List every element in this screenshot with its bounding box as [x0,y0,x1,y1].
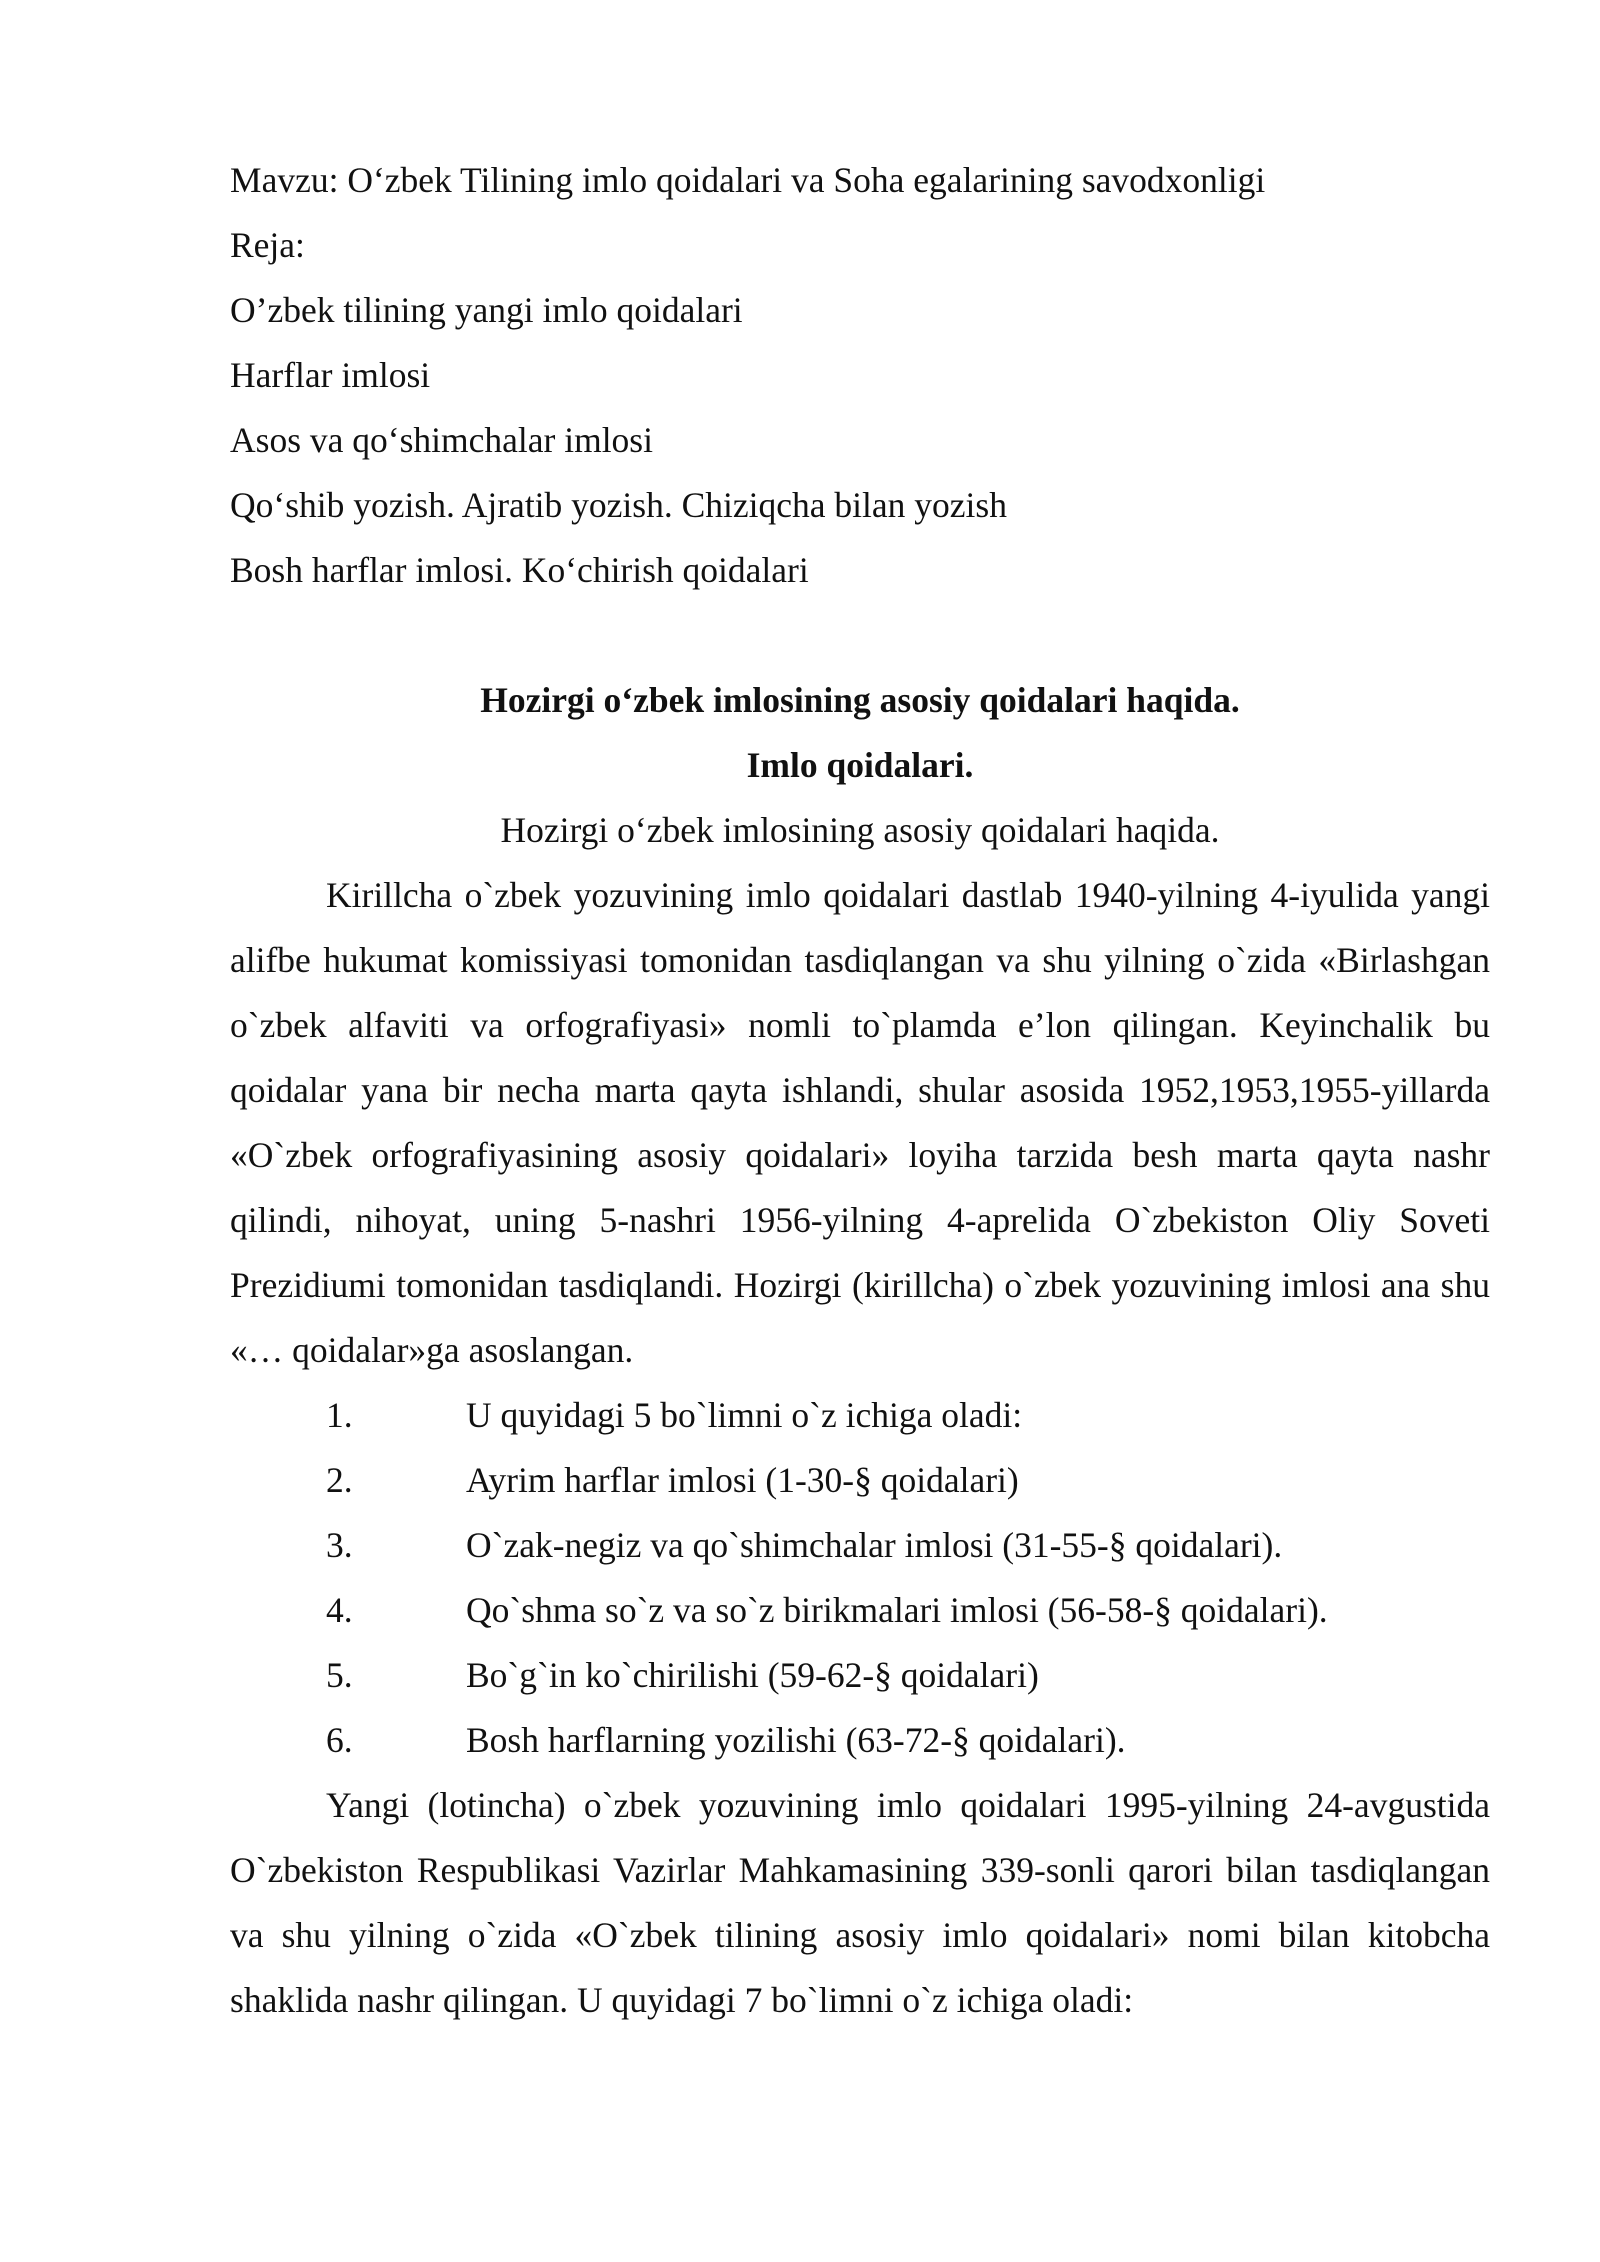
list-number: 1. [326,1395,353,1435]
list-number: 2. [326,1460,353,1500]
section-heading: Hozirgi oʻzbek imlosining asosiy qoidalari haqida. [480,680,1240,720]
plan-label: Reja: [230,225,305,265]
topic-line: Mavzu: Oʻzbek Tilining imlo qoidalari va Soha egalarining savodxonligi [230,160,1266,200]
numbered-list [230,1383,1490,1773]
list-text: U quyidagi 5 bo`limni o`z ichiga oladi: [466,1395,1023,1435]
list-text: Bosh harflarning yozilishi (63-72-§ qoidalari). [466,1720,1126,1760]
plan-item: Harflar imlosi [230,355,431,395]
list-item [230,1383,1490,1448]
section-subtitle: Hozirgi oʻzbek imlosining asosiy qoidalari haqida. [500,810,1220,850]
body-paragraph: Yangi (lotincha) o`zbek yozuvining imlo qoidalari 1995-yilning 24-avgustida O`zbekiston Respublikasi Vazirlar Mahkamasining 339-sonli qarori bilan tasdiqlangan va shu yilning o`zida «O`zbek tilining asosiy imlo qoidalari» nomi bilan kitobcha shaklida nashr qilingan. U quyidagi 7 bo`limni o`z ichiga oladi: [230,1785,1490,2020]
plan-item: Qoʻshib yozish. Ajratib yozish. Chiziqcha bilan yozish [230,485,1007,525]
list-item [230,1448,1490,1513]
list-text: O`zak-negiz va qo`shimchalar imlosi (31-55-§ qoidalari). [466,1525,1283,1565]
spacer [230,603,1490,668]
document-page [230,148,1490,2033]
list-text: Qo`shma so`z va so`z birikmalari imlosi (56-58-§ qoidalari). [466,1590,1328,1630]
list-text: Bo`g`in ko`chirilishi (59-62-§ qoidalari) [466,1655,1039,1695]
list-number: 3. [326,1525,353,1565]
list-text: Ayrim harflar imlosi (1-30-§ qoidalari) [466,1460,1019,1500]
list-number: 5. [326,1655,353,1695]
list-item [230,1578,1490,1643]
section-subheading: Imlo qoidalari. [746,745,974,785]
list-item [230,1513,1490,1578]
list-number: 4. [326,1590,353,1630]
body-paragraph: Kirillcha o`zbek yozuvining imlo qoidalari dastlab 1940-yilning 4-iyulida yangi alifbe hukumat komissiyasi tomonidan tasdiqlangan va shu yilning o`zida «Birlashgan o`zbek alfaviti va orfografiyasi» nomli to`plamda e’lon qilingan. Keyinchalik bu qoidalar yana bir necha marta qayta ishlandi, shular asosida 1952,1953,1955-yillarda «O`zbek orfografiyasining asosiy qoidalari» loyiha tarzida besh marta qayta nashr qilindi, nihoyat, uning 5-nashri 1956-yilning 4-aprelida O`zbekiston Oliy Soveti Prezidiumi tomonidan tasdiqlandi. Hozirgi (kirillcha) o`zbek yozuvining imlosi ana shu «… qoidalar»ga asoslangan. [230,875,1490,1370]
list-item [230,1643,1490,1708]
list-number: 6. [326,1720,353,1760]
plan-item: Asos va qoʻshimchalar imlosi [230,420,653,460]
list-item [230,1708,1490,1773]
plan-item: O’zbek tilining yangi imlo qoidalari [230,290,743,330]
plan-item: Bosh harflar imlosi. Koʻchirish qoidalari [230,550,809,590]
